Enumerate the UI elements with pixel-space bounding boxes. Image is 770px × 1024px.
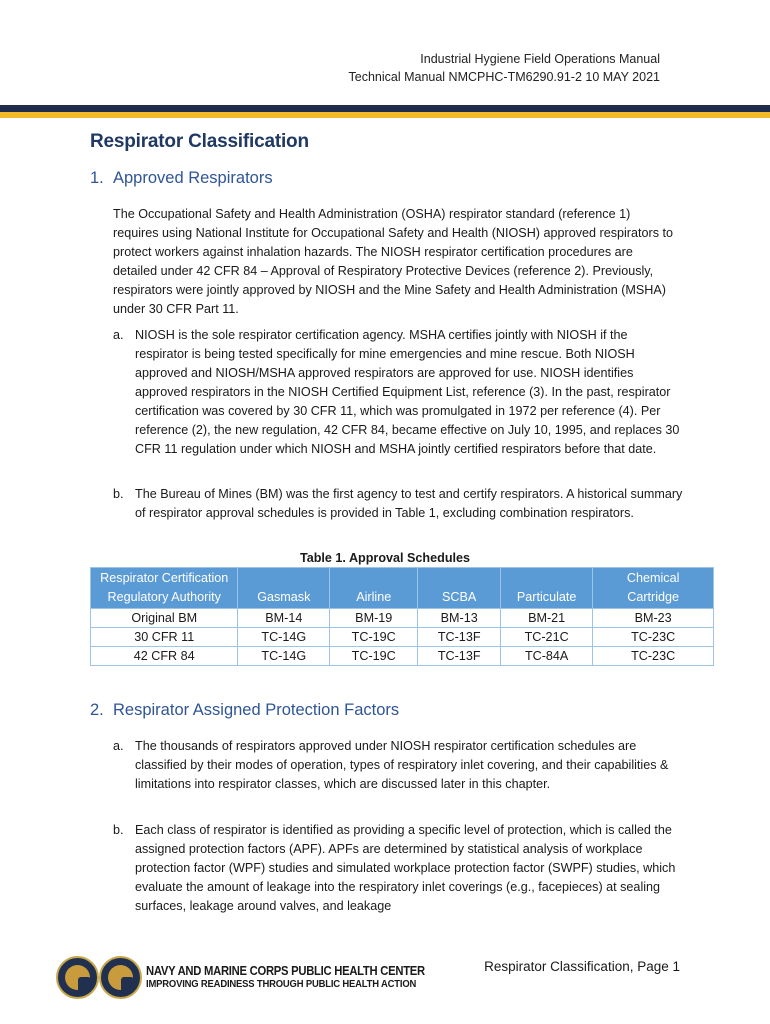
list-item-text: Each class of respirator is identified as providing a specific level of protection, which is called the assigned protection factors (APF). APFs are determined by statistical analysis of workplace protection factor (WPF) studies and simulated workplace protection factor (SWPF) studies, which evaluate the amount of leakage into the respiratory inlet coverings (e.g., facepieces) at sealing surfaces, leakage around valves, and leakage (135, 823, 676, 913)
section-1-intro: The Occupational Safety and Health Administration (OSHA) respirator standard (reference 1) requires using National Institute for Occupational Safety and Health (NIOSH) approved respirators to protect workers against inhalation hazards. The NIOSH respirator certification procedures are detailed under 42 CFR 84 – Approval of Respiratory Protective Devices (reference 2). Previously, respirators were jointly approved by NIOSH and the Mine Safety and Health Administration (MSHA) under 30 CFR Part 11. (113, 207, 674, 316)
list-item-text: The thousands of respirators approved under NIOSH respirator certification schedules are classified by their modes of operation, types of respiratory inlet covering, and their capabilities & limitations into respirator classes, which are discussed later in this chapter. (135, 739, 669, 791)
approval-schedules-table (90, 567, 714, 666)
list-item (113, 737, 683, 794)
table-header-cell: Particulate (501, 568, 593, 609)
manual-number-date: Technical Manual NMCPHC-TM6290.91-2 10 MAY 2021 (348, 70, 660, 84)
header-rule-navy (0, 105, 770, 112)
list-item (113, 326, 683, 459)
section-2-title: Respirator Assigned Protection Factors (113, 701, 400, 719)
list-item (113, 485, 683, 523)
table-cell: BM-21 (501, 609, 593, 628)
table-header-row (91, 568, 714, 609)
table-row (91, 609, 714, 628)
org-name: NAVY AND MARINE CORPS PUBLIC HEALTH CENTER (146, 964, 425, 978)
table-row (91, 628, 714, 647)
table-cell: TC-23C (593, 628, 714, 647)
manual-title: Industrial Hygiene Field Operations Manual (420, 52, 660, 66)
table-cell: BM-19 (330, 609, 418, 628)
marine-corps-seal-icon (99, 956, 142, 999)
table-cell: TC-84A (501, 647, 593, 666)
list-item-label: a. (113, 739, 124, 753)
table-cell: TC-14G (238, 647, 330, 666)
table-cell: BM-14 (238, 609, 330, 628)
page-number: Respirator Classification, Page 1 (484, 959, 680, 974)
table-cell: TC-19C (330, 647, 418, 666)
header-rule-gold (0, 112, 770, 118)
table-cell: TC-23C (593, 647, 714, 666)
section-2-heading (90, 701, 399, 720)
table-row (91, 647, 714, 666)
table-caption: Table 1. Approval Schedules (299, 551, 471, 565)
running-header (349, 50, 661, 86)
table-cell: TC-21C (501, 628, 593, 647)
table-cell: BM-13 (418, 609, 501, 628)
table-cell: Original BM (91, 609, 238, 628)
table-cell: TC-19C (330, 628, 418, 647)
list-item-label: b. (113, 487, 124, 501)
list-item (113, 821, 683, 916)
table-header-cell: SCBA (418, 568, 501, 609)
table-cell: TC-14G (238, 628, 330, 647)
section-1-number: 1. (90, 169, 104, 187)
org-tagline: IMPROVING READINESS THROUGH PUBLIC HEALTH ACTION (146, 978, 417, 990)
table-header-cell: Gasmask (238, 568, 330, 609)
table-cell: BM-23 (593, 609, 714, 628)
list-item-label: a. (113, 328, 124, 342)
navy-seal-icon (56, 956, 99, 999)
section-1-title: Approved Respirators (113, 169, 273, 187)
page-title: Respirator Classification (90, 131, 309, 152)
table-header-cell: Chemical Cartridge (593, 568, 714, 609)
section-1-heading (90, 169, 273, 188)
table-cell: TC-13F (418, 628, 501, 647)
list-item-label: b. (113, 823, 124, 837)
table-cell: 30 CFR 11 (91, 628, 238, 647)
table-header-cell: Respirator Certification Regulatory Authority (91, 568, 238, 609)
list-item-text: The Bureau of Mines (BM) was the first agency to test and certify respirators. A historical summary of respirator approval schedules is provided in Table 1, excluding combination respirators. (135, 487, 683, 520)
list-item-text: NIOSH is the sole respirator certification agency. MSHA certifies jointly with NIOSH if the respirator is being tested specifically for mine emergencies and mine rescue. Both NIOSH approved and NIOSH/MSHA approved respirators are approved for use. NIOSH identifies approved respirators in the NIOSH Certified Equipment List, reference (3). In the past, respirator certification was covered by 30 CFR 11, which was promulgated in 1972 per reference (4). Per reference (2), the new regulation, 42 CFR 84, became effective on July 10, 1995, and replaces 30 CFR 11 regulation under which NIOSH and MSHA jointly certified respirators before that date. (135, 328, 680, 456)
table-header-cell: Airline (330, 568, 418, 609)
table-cell: 42 CFR 84 (91, 647, 238, 666)
section-2-number: 2. (90, 701, 104, 719)
table-cell: TC-13F (418, 647, 501, 666)
